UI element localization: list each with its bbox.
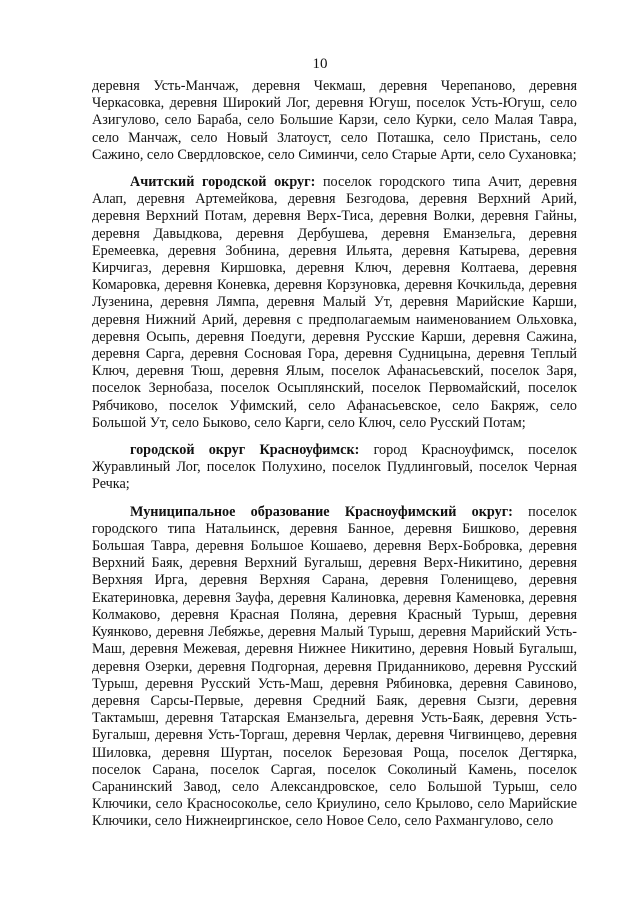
paragraph-krasnoufimsk <box>92 442 577 494</box>
document-body <box>92 78 577 831</box>
paragraph-achitsky <box>92 174 577 432</box>
paragraph-krasnoufimsky-okrug <box>92 504 577 831</box>
paragraph-artinsky-continuation <box>92 78 577 164</box>
paragraph-text: поселок городского типа Ачит, деревня Алап, деревня Артемейкова, деревня Безгодова, деревня Верхний Арий, деревня Верхний Потам, деревня Верх-Тиса, деревня Волки, деревня Гайны, деревня Давыдкова, деревня Дербушева, деревня Еманзельга, деревня Еремеевка, деревня Зобнина, деревня Ильята, деревня Катырева, деревня Кирчигаз, деревня Киршовка, деревня Ключ, деревня Колтаева, деревня Комаровка, деревня Коневка, деревня Корзуновка, деревня Кочкильда, деревня Лузенина, деревня Лямпа, деревня Малый Ут, деревня Марийские Карши, деревня Нижний Арий, деревня с предполагаемым наименованием Ольховка, деревня Осыпь, деревня Поедуги, деревня Русские Карши, деревня Сажина, деревня Сарга, деревня Сосновая Гора, деревня Судницына, деревня Теплый Ключ, деревня Тюш, деревня Ялым, поселок Афанасьевский, поселок Заря, поселок Зернобаза, поселок Осыплянский, поселок Первомайский, поселок Рябчиково, поселок Уфимский, село Афанасьевское, село Бакряж, село Большой Ут, село Быково, село Карги, село Ключ, село Русский Потам; <box>92 174 577 431</box>
district-heading: Муниципальное образование Красноуфимский округ: <box>130 503 513 520</box>
district-heading: Ачитский городской округ: <box>130 174 316 191</box>
paragraph-text: город Красноуфимск, поселок Журавлиный Лог, поселок Полухино, поселок Пудлинговый, поселок Черная Речка; <box>92 442 577 493</box>
paragraph-text: поселок городского типа Натальинск, деревня Банное, деревня Бишково, деревня Большая Тавра, деревня Большое Кошаево, деревня Верх-Бобровка, деревня Верхний Баяк, деревня Верхний Бугалыш, деревня Верх-Никитино, деревня Верхняя Ирга, деревня Верхняя Сарана, деревня Голенищево, деревня Екатериновка, деревня Зауфа, деревня Калиновка, деревня Каменовка, деревня Колмаково, деревня Красная Поляна, деревня Красный Турыш, деревня Куянково, деревня Лебяжье, деревня Малый Турыш, деревня Марийский Усть-Маш, деревня Межевая, деревня Нижнее Никитино, деревня Новый Бугалыш, деревня Озерки, деревня Подгорная, деревня Приданниково, деревня Русский Турыш, деревня Русский Усть-Маш, деревня Рябиновка, деревня Савиново, деревня Сарсы-Первые, деревня Средний Баяк, деревня Сызги, деревня Тактамыш, деревня Татарская Еманзельга, деревня Усть-Баяк, деревня Усть-Бугалыш, деревня Усть-Торгаш, деревня Черлак, деревня Чигвинцево, деревня Шиловка, деревня Шуртан, поселок Березовая Роща, поселок Дегтярка, поселок Сарана, поселок Саргая, поселок Соколиный Камень, поселок Саранинский Завод, село Александровское, село Большой Турыш, село Ключики, село Красносоколье, село Криулино, село Крылово, село Марийские Ключики, село Нижнеиргинское, село Новое Село, село Рахмангулово, село <box>92 503 578 830</box>
paragraph-text: деревня Усть-Манчаж, деревня Чекмаш, деревня Черепаново, деревня Черкасовка, деревня Широкий Лог, деревня Югуш, поселок Усть-Югуш, село Азигулово, село Бараба, село Большие Карзи, село Курки, село Малая Тавра, село Манчаж, село Новый Златоуст, село Поташка, село Пристань, село Сажино, село Свердловское, село Симинчи, село Старые Арти, село Сухановка; <box>92 78 577 163</box>
district-heading: городской округ Красноуфимск: <box>130 442 360 459</box>
page-number: 10 <box>312 56 328 72</box>
